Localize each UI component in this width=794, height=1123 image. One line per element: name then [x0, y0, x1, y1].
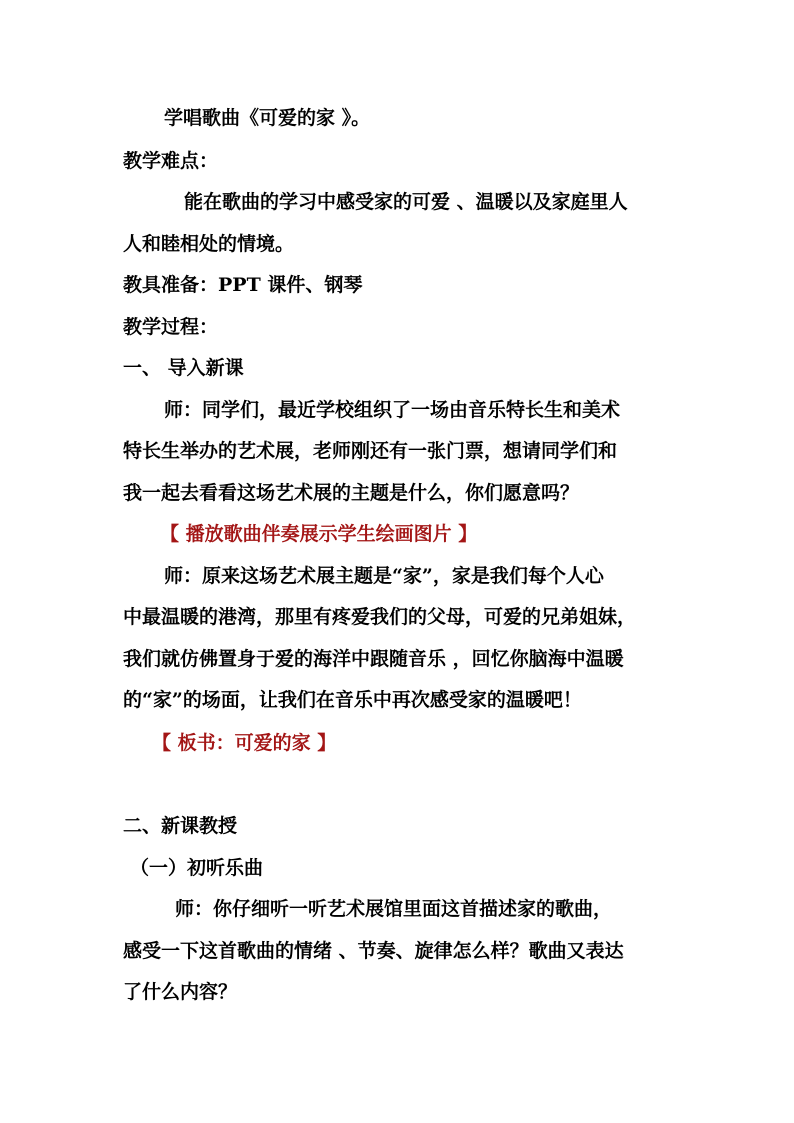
- paragraph-3-line-3: 了什么内容？: [123, 981, 238, 1003]
- section-1-heading: 一、 导入新课: [123, 357, 244, 379]
- paragraph-2-line-1: 师：原来这场艺术展主题是“家”，家是我们每个人心: [164, 565, 604, 587]
- teaching-tools-line: 教具准备：PPT 课件、钢琴: [123, 274, 363, 296]
- paragraph-3-line-1: 师：你仔细听一听艺术展馆里面这首描述家的歌曲，: [175, 898, 613, 920]
- song-learning-line: 学唱歌曲《可爱的家 》。: [164, 107, 371, 129]
- section-2-heading: 二、新课教授: [123, 815, 238, 837]
- note-blackboard: 【 板书：可爱的家 】: [152, 732, 337, 754]
- difficulty-text-line-1: 能在歌曲的学习中感受家的可爱 、温暖以及家庭里人: [184, 191, 628, 213]
- paragraph-1-line-1: 师：同学们，最近学校组织了一场由音乐特长生和美术: [164, 399, 621, 421]
- paragraph-1-line-3: 我一起去看看这场艺术展的主题是什么，你们愿意吗？: [123, 482, 580, 504]
- difficulty-text-line-2: 人和睦相处的情境。: [123, 233, 295, 255]
- note-play-accompaniment: 【 播放歌曲伴奏展示学生绘画图片 】: [160, 523, 478, 545]
- difficulty-heading: 教学难点：: [123, 150, 219, 172]
- paragraph-2-line-2: 中最温暖的港湾，那里有疼爱我们的父母，可爱的兄弟姐妹，: [123, 606, 637, 628]
- paragraph-1-line-2: 特长生举办的艺术展，老师刚还有一张门票，想请同学们和: [123, 440, 618, 462]
- paragraph-2-line-3: 我们就仿佛置身于爱的海洋中跟随音乐 ，回忆你脑海中温暖: [123, 648, 624, 670]
- paragraph-3-line-2: 感受一下这首歌曲的情绪 、节奏、旋律怎么样？歌曲又表达: [123, 940, 624, 962]
- teaching-process-heading: 教学过程：: [123, 316, 219, 338]
- subsection-1-heading: （一）初听乐曲: [130, 857, 264, 879]
- paragraph-2-line-4: 的“家”的场面，让我们在音乐中再次感受家的温暖吧！: [123, 689, 582, 711]
